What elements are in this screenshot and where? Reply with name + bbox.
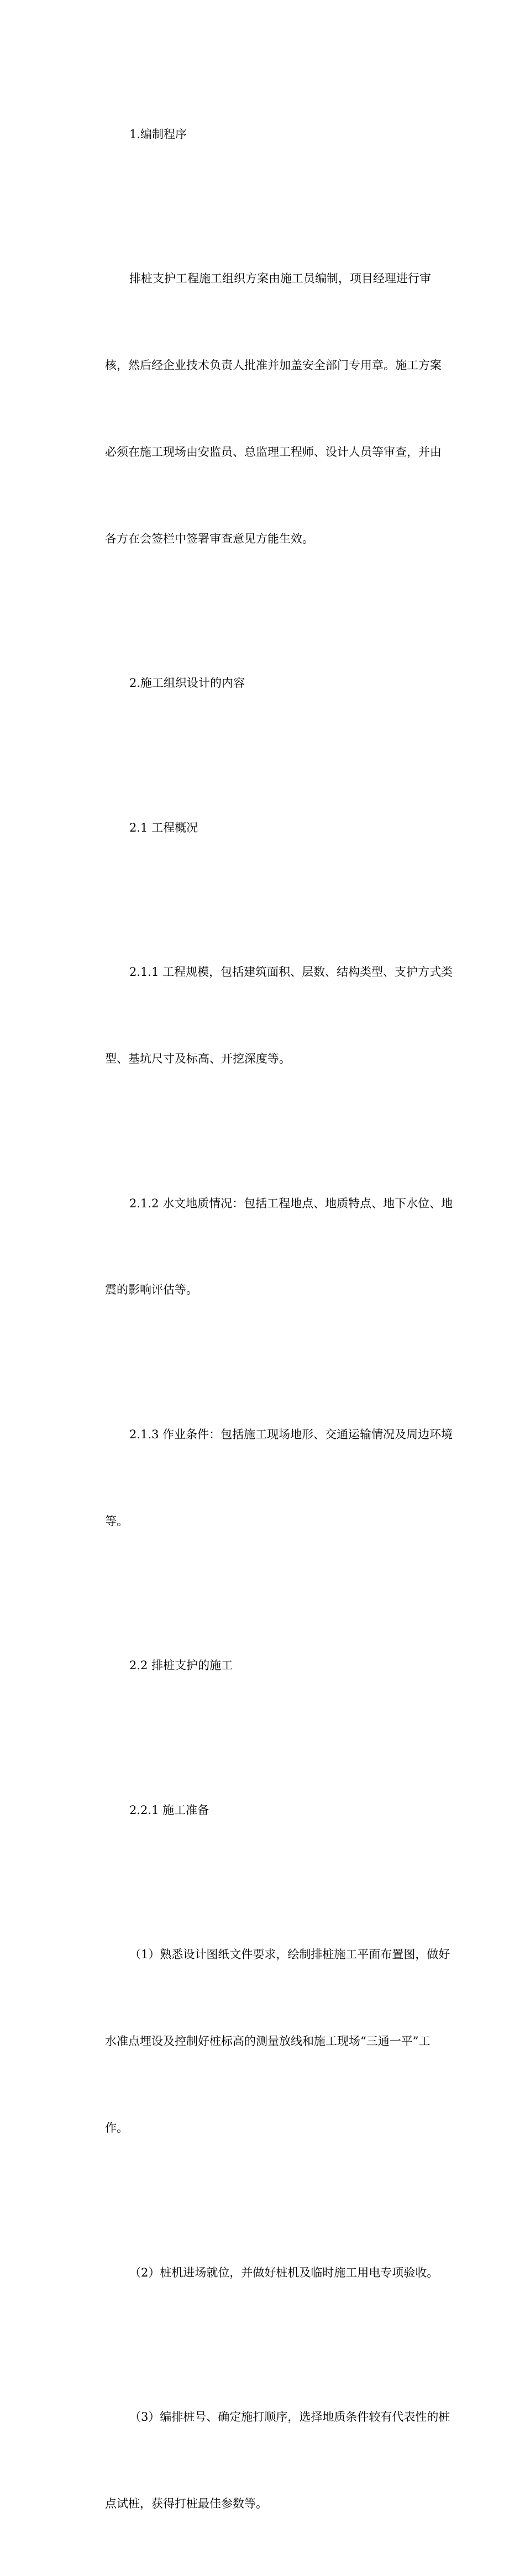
text-line: （2）桩机进场就位，并做好桩机及临时施工用电专项验收。 [129, 2265, 439, 2279]
text-line: （3）编排桩号、确定施打顺序，选择地质条件较有代表性的桩 [129, 2410, 450, 2424]
text-line: 水准点埋设及控制好桩标高的测量放线和施工现场“三通一平”工 [105, 2034, 431, 2048]
text-line: 震的影响评估等。 [105, 1283, 198, 1297]
list-item-1 [81, 1883, 450, 2200]
paragraph-work-conditions [81, 1362, 453, 1593]
text-line: 1.编制程序 [129, 127, 187, 141]
heading-pile-construction [81, 1594, 445, 1738]
text-line: 2.2 排桩支护的施工 [129, 1659, 233, 1673]
text-line: 型、基坑尺寸及标高、开挖深度等。 [105, 1052, 291, 1066]
text-line: 核，然后经企业技术负责人批准并加盖安全部门专用章。施工方案 [105, 358, 442, 372]
text-line: 2.1.2 水文地质情况：包括工程地点、地质特点、地下水位、地 [129, 1196, 453, 1210]
text-line: 2.施工组织设计的内容 [129, 676, 245, 690]
text-line: 2.2.1 施工准备 [129, 1803, 209, 1817]
text-line: （1）熟悉设计图纸文件要求，绘制排桩施工平面布置图，做好 [129, 1948, 450, 1962]
list-item-3 [81, 2344, 450, 2575]
heading-compilation-procedure [81, 62, 445, 206]
text-line: 各方在会签栏中签署审查意见方能生效。 [105, 532, 314, 545]
paragraph-compilation-procedure [81, 206, 445, 611]
text-line: 排桩支护工程施工组织方案由施工员编制，项目经理进行审 [129, 272, 431, 286]
paragraph-project-scale [81, 900, 453, 1131]
text-line: 2.1.3 作业条件：包括施工现场地形、交通运输情况及周边环境 [129, 1427, 453, 1441]
heading-design-content [81, 611, 445, 755]
text-line: 作。 [105, 2121, 128, 2135]
heading-construction-preparation [81, 1738, 445, 1882]
heading-project-overview [81, 755, 445, 900]
document-body [81, 62, 453, 2576]
text-line: 2.1 工程概况 [129, 821, 198, 834]
text-line: 2.1.1 工程规模，包括建筑面积、层数、结构类型、支护方式类 [129, 965, 453, 979]
paragraph-hydrogeology [81, 1131, 453, 1362]
list-item-2 [81, 2200, 445, 2344]
text-line: 点试桩，获得打桩最佳参数等。 [105, 2496, 267, 2510]
text-line: 等。 [105, 1514, 128, 1528]
text-line: 必须在施工现场由安监员、总监理工程师、设计人员等审查，并由 [105, 445, 442, 459]
